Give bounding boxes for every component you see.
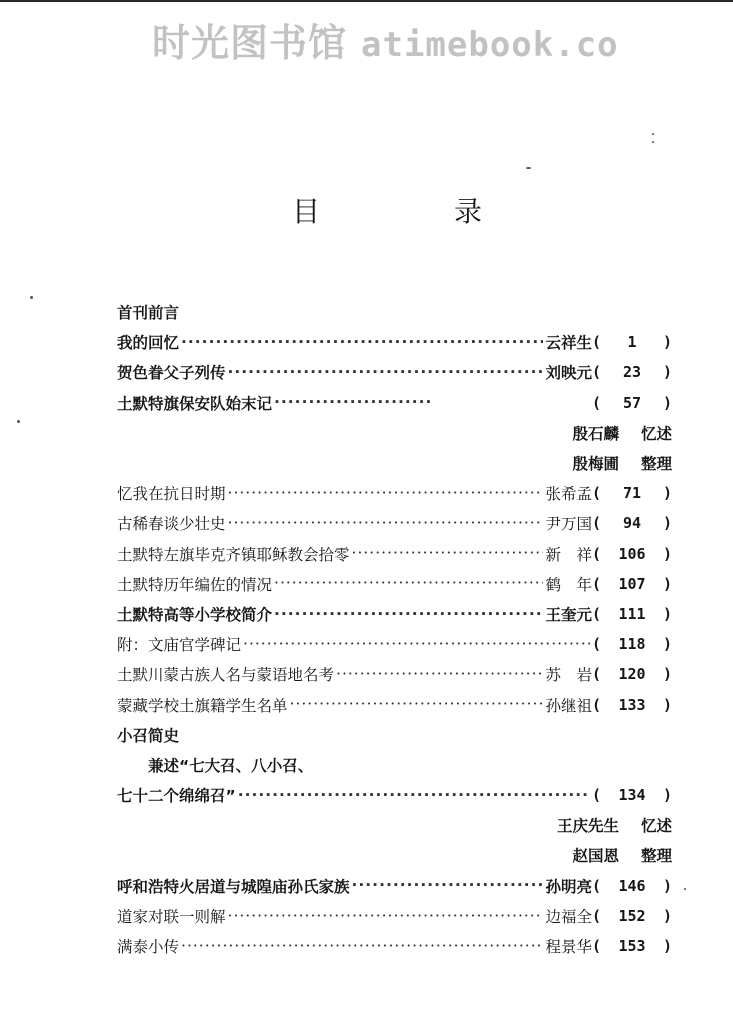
credit-name: 赵国恩 [572, 847, 619, 866]
toc-entry-author: 孙明亮 [545, 877, 592, 896]
page-number: 1 [627, 333, 637, 352]
toc-entry-title: 呼和浩特火居道与城隍庙孙氏家族 [117, 877, 350, 896]
dot-leader [228, 363, 544, 382]
page-number: 23 [622, 363, 642, 382]
toc-entry-title: 我的回忆 [117, 334, 180, 353]
dot-leader [243, 635, 590, 654]
toc-entry-title: 首刊前言 [117, 304, 180, 323]
page-number: 57 [622, 393, 642, 412]
dot-leader [228, 484, 544, 503]
toc-entry-title: 小召简史 [117, 726, 180, 745]
toc-entry-author: 鹤 年 [545, 575, 592, 594]
page-number: 133 [618, 695, 646, 714]
toc-entry[interactable] [117, 539, 672, 569]
page-number: 134 [618, 786, 646, 805]
toc-heading [117, 297, 672, 327]
toc-entry-title: 土默川蒙古族人名与蒙语地名考 [117, 666, 335, 685]
toc-entry-title: 土默特旗保安队始末记 [117, 394, 273, 413]
toc-entry-title: 土默特高等小学校简介 [117, 605, 273, 624]
toc-entry[interactable] [117, 931, 672, 961]
title-char-1: 目 [292, 195, 321, 228]
page-number: 120 [618, 665, 646, 684]
table-of-contents [117, 297, 672, 961]
toc-page-ref: ( 118 ) [592, 635, 672, 654]
watermark-chinese: 时光图书馆 [152, 21, 348, 65]
title-char-2: 录 [454, 195, 483, 228]
toc-page-ref: ( 146 ) [592, 876, 672, 895]
toc-entry-title: 道家对联一则解 [117, 907, 226, 926]
dot-leader [274, 605, 543, 624]
page-number: 107 [618, 574, 646, 593]
credit-name: 殷石麟 [572, 424, 619, 443]
dot-leader [228, 907, 544, 926]
toc-entry[interactable] [117, 629, 672, 659]
toc-entry[interactable] [117, 508, 672, 538]
toc-page-ref: ( 120 ) [592, 665, 672, 684]
toc-credit [117, 840, 672, 870]
toc-entry-title: 七十二个绵绵召” [117, 787, 236, 806]
dot-leader [181, 937, 543, 956]
credit-name: 殷梅圃 [572, 455, 619, 474]
toc-entry-author: 孙继祖 [545, 696, 592, 715]
toc-entry-title: 兼述“七大召、八小召、 [148, 756, 314, 775]
toc-heading [117, 720, 672, 750]
page-number: 153 [618, 937, 646, 956]
toc-entry-title: 土默特左旗毕克齐镇耶稣教会拾零 [117, 545, 350, 564]
toc-page-ref: ( 71 ) [592, 484, 672, 503]
dot-leader [238, 786, 590, 805]
toc-entry-author: 苏 岩 [545, 666, 592, 685]
dot-leader [228, 514, 544, 533]
toc-credit [117, 448, 672, 478]
credit-role: 整理 [640, 847, 672, 866]
toc-entry-title: 附：文庙官学碑记 [117, 636, 242, 655]
toc-entry[interactable] [117, 478, 672, 508]
scan-speck [684, 888, 686, 890]
dot-leader [274, 574, 543, 593]
page-number: 106 [618, 544, 646, 563]
page-number: 111 [618, 604, 646, 623]
toc-entry-author: 张希孟 [545, 485, 592, 504]
toc-entry-author: 刘映元 [545, 364, 592, 383]
toc-subtitle [117, 750, 672, 780]
toc-entry-title: 蒙藏学校土旗籍学生名单 [117, 696, 288, 715]
toc-page-ref: ( 1 ) [592, 333, 672, 352]
dot-leader [352, 544, 544, 563]
watermark [152, 12, 733, 67]
dot-leader [290, 695, 544, 714]
toc-entry[interactable] [117, 780, 672, 810]
toc-page-ref: ( 133 ) [592, 695, 672, 714]
toc-entry-author: 王奎元 [545, 605, 592, 624]
toc-entry[interactable] [117, 599, 672, 629]
scan-speck [652, 141, 654, 143]
scan-speck [30, 296, 33, 299]
credit-role: 忆述 [640, 424, 672, 443]
page-title [0, 190, 733, 230]
toc-entry[interactable] [117, 388, 672, 418]
toc-page-ref: ( 107 ) [592, 574, 672, 593]
toc-page-ref: ( 57 ) [592, 393, 672, 412]
toc-credit [117, 418, 672, 448]
toc-entry[interactable] [117, 569, 672, 599]
toc-entry-author: 边福全 [545, 907, 592, 926]
toc-entry-author: 尹万国 [545, 515, 592, 534]
credit-role: 忆述 [640, 817, 672, 836]
page-number: 118 [618, 635, 646, 654]
dot-leader [181, 333, 543, 352]
toc-entry-title: 贺色眷父子列传 [117, 364, 226, 383]
credit-name: 王庆先生 [556, 817, 619, 836]
watermark-latin: atimebook.co [361, 25, 619, 65]
credit-role: 整理 [640, 455, 672, 474]
toc-entry[interactable] [117, 871, 672, 901]
toc-entry-title: 忆我在抗日时期 [117, 485, 226, 504]
toc-entry-title: 古稀春谈少壮史 [117, 515, 226, 534]
toc-page-ref: ( 94 ) [592, 514, 672, 533]
toc-entry[interactable] [117, 357, 672, 387]
toc-page-ref: ( 23 ) [592, 363, 672, 382]
toc-entry-title: 土默特历年编佐的情况 [117, 575, 273, 594]
toc-entry-title: 满泰小传 [117, 938, 180, 957]
scan-speck [526, 167, 531, 169]
toc-page-ref: ( 106 ) [592, 544, 672, 563]
page-number: 152 [618, 906, 646, 925]
page-number: 71 [622, 484, 642, 503]
toc-entry[interactable] [117, 689, 672, 719]
scan-speck [17, 420, 20, 423]
dot-leader [336, 665, 543, 684]
toc-page-ref: ( 111 ) [592, 604, 672, 623]
scan-speck [652, 133, 654, 135]
toc-page-ref: ( 153 ) [592, 937, 672, 956]
page-number: 94 [622, 514, 642, 533]
toc-entry[interactable] [117, 901, 672, 931]
page-number: 146 [618, 876, 646, 895]
toc-page-ref: ( 152 ) [592, 906, 672, 925]
toc-entry-author: 云祥生 [545, 334, 592, 353]
toc-entry-author: 新 祥 [545, 545, 592, 564]
toc-entry[interactable] [117, 327, 672, 357]
top-border-line [0, 0, 733, 2]
toc-credit [117, 810, 672, 840]
dot-leader [352, 876, 544, 895]
toc-page-ref: ( 134 ) [592, 786, 672, 805]
toc-entry-author: 程景华 [545, 938, 592, 957]
toc-entry[interactable] [117, 659, 672, 689]
dot-leader [274, 393, 432, 412]
